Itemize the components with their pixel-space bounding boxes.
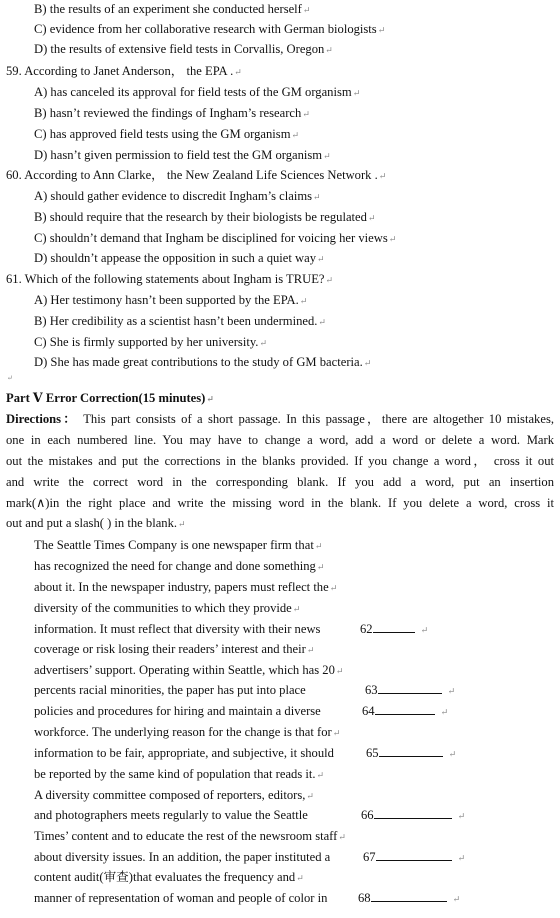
passage-line-text: be reported by the same kind of population that reads it. [34, 767, 316, 781]
q61-stem: 61. Which of the following statements about Ingham is TRUE?↵ [6, 272, 334, 286]
directions-line-2: one in each numbered line. You may have to change a word, add a word or delete a word. Mark [6, 433, 554, 447]
directions-line-1: Directions： This part consists of a short passage. In this passage，there are altogether 10 mistakes, [6, 412, 554, 426]
q60-option-c: C) shouldn’t demand that Ingham be disciplined for voicing her views↵ [34, 231, 397, 245]
q60-stem: 60. According to Ann Clarke， the New Zealand Life Sciences Network .↵ [6, 168, 387, 182]
line-number: 62 [360, 622, 373, 636]
return-mark: ↵ [440, 707, 449, 717]
passage-line [34, 702, 321, 722]
passage-line [34, 848, 330, 868]
return-mark: ↵ [314, 541, 323, 551]
directions-line-6: out and put a slash( ) in the blank.↵ [6, 516, 186, 530]
passage-line-text: information to be fair, appropriate, and subjective, it should [34, 746, 334, 760]
answer-underline[interactable] [376, 848, 452, 861]
passage-line-text: content audit(审查)that evaluates the frequency and [34, 870, 296, 884]
q61-option-b: B) Her credibility as a scientist hasn’t been undermined.↵ [34, 314, 326, 328]
passage-line-text: information. It must reflect that diversity with their news [34, 622, 321, 636]
return-mark: ↵ [457, 811, 466, 821]
return-mark: ↵ [329, 583, 338, 593]
passage-line [34, 723, 340, 743]
answer-blank-66[interactable] [361, 806, 465, 825]
line-number: 64 [362, 704, 375, 718]
q59-option-c: C) has approved field tests using the GM organism↵ [34, 127, 300, 141]
answer-underline[interactable] [374, 806, 452, 819]
answer-blank-63[interactable] [365, 681, 455, 700]
passage-line-text: has recognized the need for change and done something [34, 559, 316, 573]
passage-line [34, 827, 346, 847]
q61-option-a: A) Her testimony hasn’t been supported by the EPA.↵ [34, 293, 308, 307]
answer-underline[interactable] [379, 744, 443, 757]
passage-line-text: A diversity committee composed of reporters, editors, [34, 788, 306, 802]
line-number: 63 [365, 683, 378, 697]
return-mark: ↵ [447, 686, 456, 696]
passage-line-text: workforce. The underlying reason for the change is that for [34, 725, 332, 739]
directions-line-3: out the mistakes and put the corrections in the blanks provided. If you change a word， cross it out [6, 454, 554, 468]
passage-line [34, 620, 320, 640]
return-mark: ↵ [306, 791, 314, 801]
return-mark: ↵ [452, 894, 461, 904]
passage-line-text: diversity of the communities to which they provide [34, 601, 292, 615]
line-number: 66 [361, 808, 374, 822]
passage-line [34, 786, 314, 806]
answer-blank-62[interactable] [360, 620, 428, 639]
return-mark: ↵ [316, 562, 325, 572]
q59-stem: 59. According to Janet Anderson， the EPA .↵ [6, 64, 242, 78]
passage-line [34, 765, 324, 785]
q60-option-d: D) shouldn’t appease the opposition in such a quiet way↵ [34, 251, 325, 265]
passage-line-text: coverage or risk losing their readers’ interest and their [34, 642, 306, 656]
passage-line [34, 681, 306, 701]
passage-line-text: about diversity issues. In an addition, the paper instituted a [34, 850, 331, 864]
q60-option-a: A) should gather evidence to discredit Ingham’s claims↵ [34, 189, 321, 203]
q58-option-d: D) the results of extensive field tests in Corvallis, Oregon↵ [34, 42, 333, 56]
passage-line [34, 744, 334, 764]
answer-blank-67[interactable] [363, 848, 465, 867]
passage-line-text: about it. In the newspaper industry, papers must reflect the [34, 580, 329, 594]
answer-blank-65[interactable] [366, 744, 456, 763]
passage-line [34, 557, 324, 577]
passage-line-text: policies and procedures for hiring and maintain a diverse [34, 704, 321, 718]
line-number: 65 [366, 746, 379, 760]
q59-option-b: B) hasn’t reviewed the findings of Ingham’s research↵ [34, 106, 310, 120]
passage-line [34, 661, 343, 681]
passage-line [34, 599, 300, 619]
passage-line [34, 578, 337, 598]
passage-line-text: manner of representation of woman and people of color in [34, 891, 328, 905]
answer-blank-64[interactable] [362, 702, 448, 721]
passage-line [34, 868, 304, 888]
passage-line [34, 536, 322, 556]
q58-option-c: C) evidence from her collaborative research with German biologists↵ [34, 22, 386, 36]
empty-line-mark: ↵ [7, 374, 13, 382]
return-mark: ↵ [338, 832, 346, 842]
return-mark: ↵ [448, 749, 457, 759]
q60-option-b: B) should require that the research by their biologists be regulated↵ [34, 210, 376, 224]
q59-option-d: D) hasn’t given permission to field test the GM organism↵ [34, 148, 331, 162]
directions-label: Directions： [6, 412, 79, 426]
return-mark: ↵ [296, 873, 304, 883]
return-mark: ↵ [316, 770, 325, 780]
passage-line [34, 640, 314, 660]
return-mark: ↵ [457, 853, 466, 863]
q59-option-a: A) has canceled its approval for field tests of the GM organism↵ [34, 85, 361, 99]
return-mark: ↵ [335, 666, 344, 676]
return-mark: ↵ [332, 728, 341, 738]
q61-option-c: C) She is firmly supported by her university.↵ [34, 335, 267, 349]
return-mark: ↵ [292, 604, 301, 614]
line-number: 68 [358, 891, 371, 905]
answer-underline[interactable] [378, 681, 442, 694]
answer-underline[interactable] [373, 620, 415, 633]
passage-line-text: percents racial minorities, the paper has put into place [34, 683, 306, 697]
q61-option-d: D) She has made great contributions to the study of GM bacteria.↵ [34, 355, 372, 369]
directions-line-4: and write the correct word in the corresponding blank. If you add a word, put an insertion [6, 475, 554, 489]
passage-line-text: The Seattle Times Company is one newspaper firm that [34, 538, 314, 552]
passage-line [34, 889, 327, 909]
passage-line-text: and photographers meets regularly to value the Seattle [34, 808, 308, 822]
return-mark: ↵ [306, 645, 315, 655]
passage-line-text: advertisers’ support. Operating within Seattle, which has 20 [34, 663, 335, 677]
passage-line [34, 806, 308, 826]
answer-underline[interactable] [371, 889, 447, 902]
return-mark: ↵ [420, 625, 429, 635]
passage-line-text: Times’ content and to educate the rest of the newsroom staff [34, 829, 338, 843]
answer-underline[interactable] [375, 702, 435, 715]
line-number: 67 [363, 850, 376, 864]
q58-option-b: B) the results of an experiment she conducted herself↵ [34, 2, 311, 16]
answer-blank-68[interactable] [358, 889, 460, 908]
part-title: Part Ⅴ Error Correction(15 minutes)↵ [6, 391, 214, 405]
directions-line-5: mark(∧)in the right place and write the missing word in the blank. If you delete a word, cross it [6, 496, 554, 510]
